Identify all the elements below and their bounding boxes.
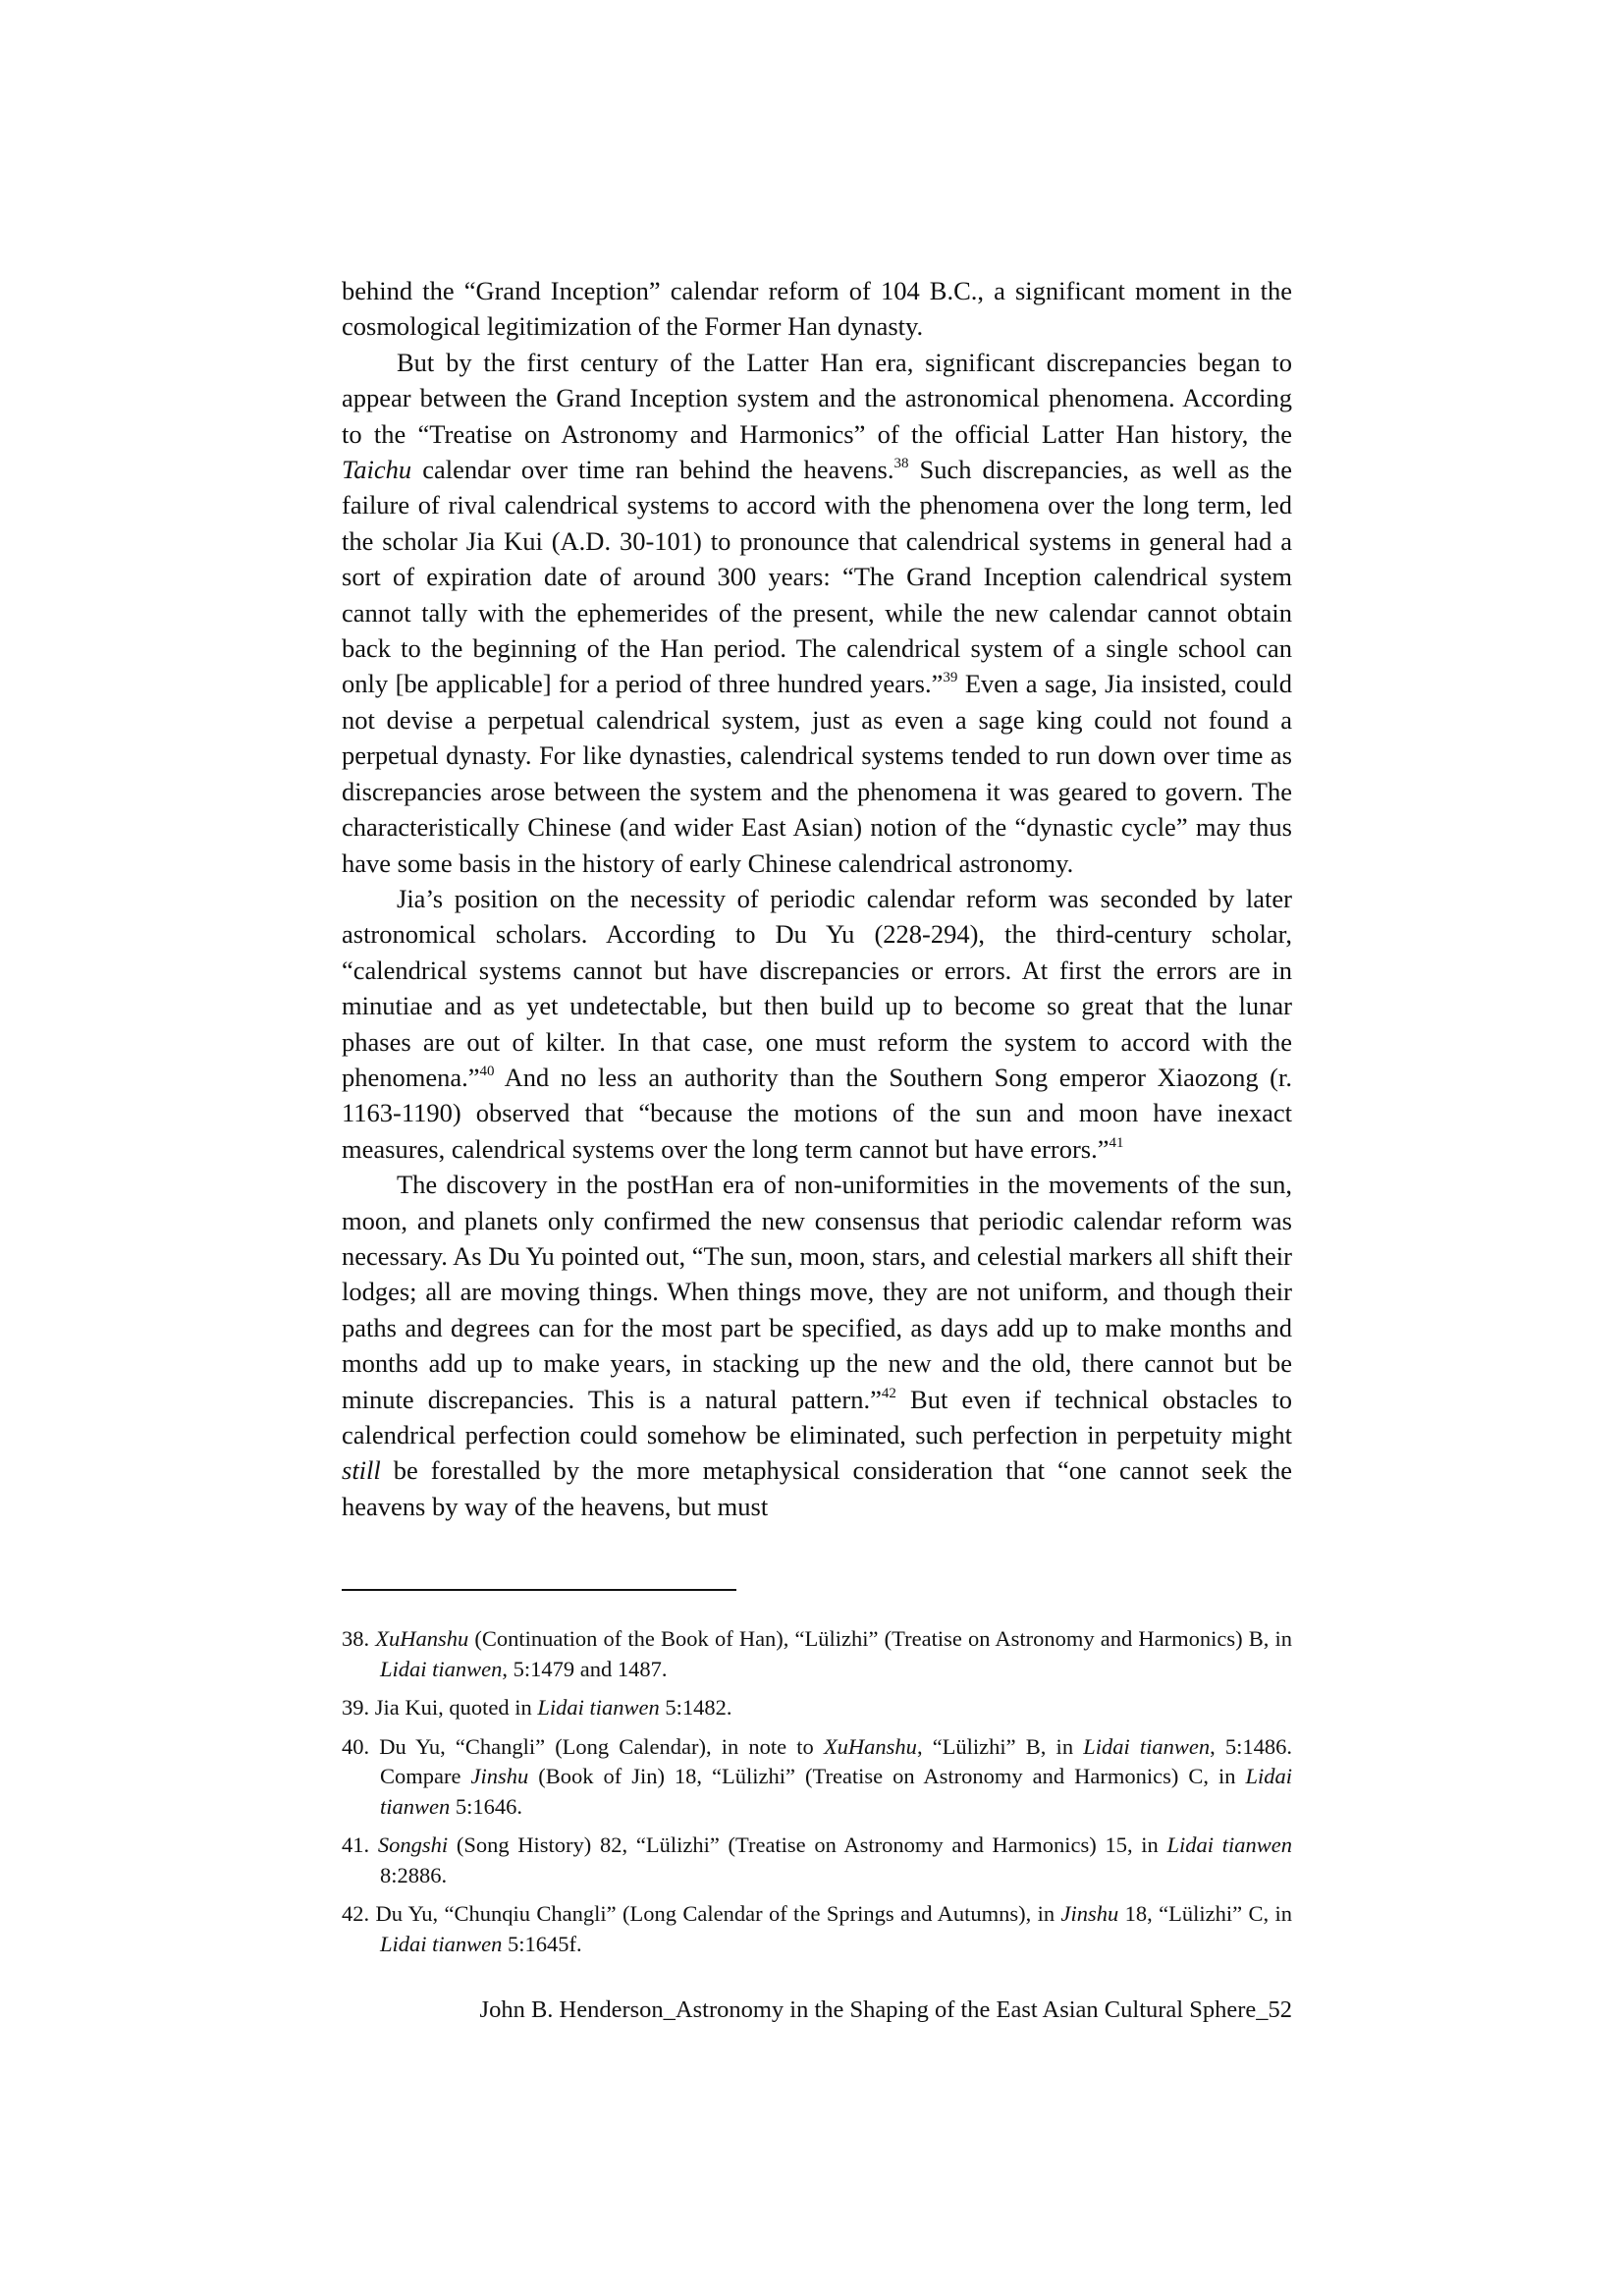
footnote-ref-41[interactable]: 41 [1109,1134,1124,1151]
footnote-40-italic-3: Jinshu [470,1764,529,1788]
paragraph-2-italic-taichu: Taichu [342,455,412,485]
footnote-38-number: 38. [342,1626,376,1651]
footnote-41-italic-1: Songshi [377,1832,449,1857]
footnote-39-text-2: 5:1482. [659,1695,732,1720]
paragraph-2-text-4: Even a sage, Jia insisted, could not devise a perpetual calendrical system, just as even a sage king could not found a perpetual dynasty. For like dynasties, calendrical systems tended to run down over time as discrepancies arose between the system and the phenomena it was geared to govern. The characteristically Chinese (and wider East Asian) notion of the “dynastic cycle” may thus have some basis in the history of early Chinese calendrical astronomy. [342,669,1292,878]
paragraph-2-text-2: calendar over time ran behind the heavens. [411,455,894,485]
paragraph-1-text: behind the “Grand Inception” calendar reform of 104 B.C., a significant moment in the cosmological legitimization of the Former Han dynasty. [342,276,1292,342]
footnote-40-italic-1: XuHanshu [823,1733,917,1759]
footnote-41-text-2: 8:2886. [380,1862,448,1887]
footnote-39-number: 39. [342,1695,375,1720]
paragraph-3-text-2: And no less an authority than the Southern Song emperor Xiaozong (r. 1163-1190) observed that “because the motions of the sun and moon have inexact measures, calendrical systems over the long term cannot but have errors.” [342,1062,1292,1164]
footnote-40 [342,1732,1292,1823]
paragraph-2 [342,345,1292,881]
footnote-42-text-1: Du Yu, “Chunqiu Changli” (Long Calendar of the Springs and Autumns), in [375,1901,1061,1926]
footnote-divider [342,1589,736,1591]
footnote-39 [342,1693,1292,1723]
footnote-ref-38[interactable]: 38 [893,456,909,472]
paragraph-1 [342,273,1292,345]
footnote-40-italic-2: Lidai tianwen [1083,1733,1211,1759]
paragraph-2-text-3: Such discrepancies, as well as the failure of rival calendrical systems to accord with the phenomena over the long term, led the scholar Jia Kui (A.D. 30-101) to pronounce that calendrical systems in general had a sort of expiration date of around 300 years: “The Grand Inception calendrical system cannot tally with the ephemerides of the present, while the new calendar cannot obtain back to the beginning of the Han period. The calendrical system of a single school can only [be applicable] for a period of three hundred years.” [342,455,1292,699]
footnote-39-italic-1: Lidai tianwen [537,1695,660,1720]
footnote-42-text-3: 5:1645f. [502,1931,582,1956]
footnote-38-text-2: , 5:1479 and 1487. [502,1656,668,1681]
footnote-ref-42[interactable]: 42 [881,1385,896,1401]
footnote-40-text-1: Du Yu, “Changli” (Long Calendar), in note to [379,1733,824,1759]
footnote-ref-39[interactable]: 39 [943,670,958,686]
footnote-ref-40[interactable]: 40 [479,1063,495,1079]
footnote-42-number: 42. [342,1901,376,1926]
footnote-41-text-1: (Song History) 82, “Lülizhi” (Treatise on Astronomy and Harmonics) 15, in [448,1832,1167,1857]
footnote-40-text-4: (Book of Jin) 18, “Lülizhi” (Treatise on Astronomy and Harmonics) C, in [528,1764,1246,1788]
footnote-42-text-2: 18, “Lülizhi” C, in [1118,1901,1292,1926]
body-text [342,273,1292,1524]
paragraph-4 [342,1167,1292,1524]
footnote-40-italic-4: Lidai tianwen [380,1764,1292,1819]
footnote-40-text-3: , 5:1486. Compare [380,1733,1292,1788]
paragraph-4-italic-still: still [342,1455,381,1486]
paragraph-2-text-1: But by the first century of the Latter Han era, significant discrepancies began to appear between the Grand Inception system and the astronomical phenomena. According to the “Treatise on Astronomy and Harmonics” of the official Latter Han history, the [342,347,1292,449]
footnote-42-italic-2: Lidai tianwen [380,1931,503,1956]
footnote-38-text-1: (Continuation of the Book of Han), “Lülizhi” (Treatise on Astronomy and Harmonics) B, in [468,1626,1292,1651]
paragraph-4-text-1: The discovery in the postHan era of non-uniformities in the movements of the sun, moon, and planets only confirmed the new consensus that periodic calendar reform was necessary. As Du Yu pointed out, “The sun, moon, stars, and celestial markers all shift their lodges; all are moving things. When things move, they are not uniform, and though their paths and degrees can for the most part be specified, as days add up to make months and months add up to make years, in stacking up the new and the old, there cannot but be minute discrepancies. This is a natural pattern.” [342,1170,1292,1414]
footnote-41-italic-2: Lidai tianwen [1166,1832,1293,1857]
paragraph-4-text-2: But even if technical obstacles to calendrical perfection could somehow be eliminated, such perfection in perpetuity might [342,1384,1292,1449]
footnote-38 [342,1624,1292,1684]
footnotes [342,1624,1292,1968]
paragraph-3 [342,881,1292,1167]
footnote-40-text-5: 5:1646. [450,1793,523,1819]
footnote-42 [342,1899,1292,1959]
footnote-41 [342,1831,1292,1890]
footnote-39-text-1: Jia Kui, quoted in [374,1695,538,1720]
footnote-40-number: 40. [342,1733,380,1759]
running-footer: John B. Henderson_Astronomy in the Shaping of the East Asian Cultural Sphere_52 [479,1996,1292,2023]
footnote-38-italic-1: XuHanshu [375,1626,469,1651]
footnote-40-text-2: , “Lülizhi” B, in [916,1733,1084,1759]
paragraph-3-text-1: Jia’s position on the necessity of periodic calendar reform was seconded by later astronomical scholars. According to Du Yu (228-294), the third-century scholar, “calendrical systems cannot but have discrepancies or errors. At first the errors are in minutiae and as yet undetectable, but then build up to become so great that the lunar phases are out of kilter. In that case, one must reform the system to accord with the phenomena.” [342,883,1292,1092]
paragraph-4-text-3: be forestalled by the more metaphysical consideration that “one cannot seek the heavens by way of the heavens, but must [342,1455,1292,1521]
footnote-41-number: 41. [342,1832,378,1857]
footnote-38-italic-2: Lidai tianwen [380,1656,503,1681]
footnote-42-italic-1: Jinshu [1060,1901,1119,1926]
